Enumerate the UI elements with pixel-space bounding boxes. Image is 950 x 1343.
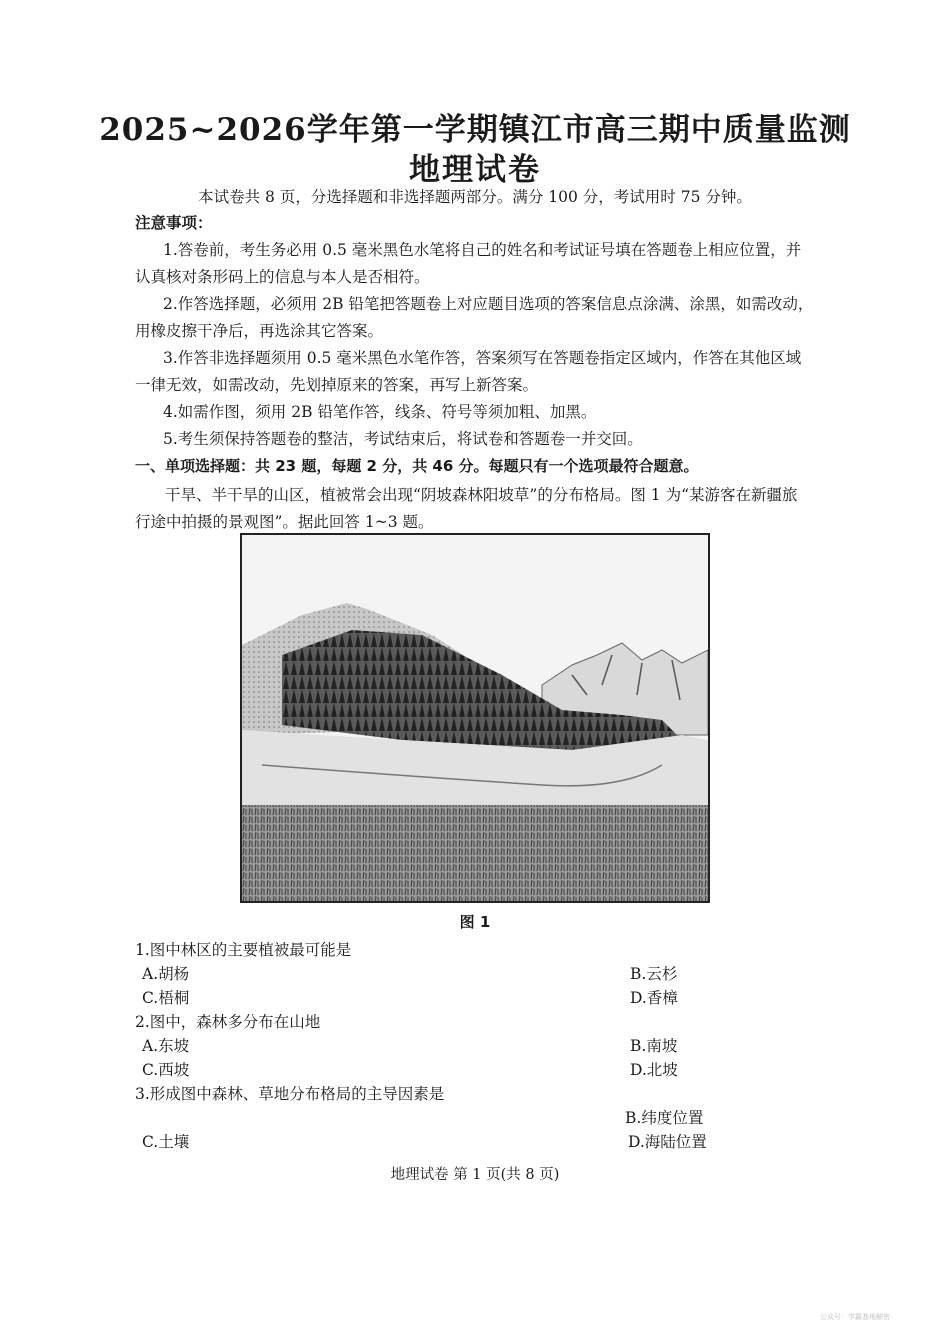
exam-subtitle: 地理试卷 [409, 152, 541, 188]
question-1-option-a: A.胡杨 [142, 965, 190, 983]
notice-line: 一律无效，如需改动，先划掉原来的答案，再写上新答案。 [135, 376, 539, 394]
notice-heading: 注意事项： [135, 214, 213, 232]
notice-line: 认真核对条形码上的信息与本人是否相符。 [135, 268, 430, 286]
figure-caption: 图 1 [459, 913, 491, 931]
question-2-option-d: D.北坡 [630, 1061, 678, 1079]
question-stem-text: 行途中拍摄的景观图”。据此回答 1~3 题。 [135, 513, 434, 531]
notice-line: 1.答卷前，考生务必用 0.5 毫米黑色水笔将自己的姓名和考试证号填在答题卷上相应位置，并 [163, 241, 802, 259]
section-heading: 一、单项选择题：共 23 题，每题 2 分，共 46 分。每题只有一个选项最符合题意。 [135, 457, 699, 475]
exam-intro: 本试卷共 8 页，分选择题和非选择题两部分。满分 100 分，考试用时 75 分钟。 [198, 188, 752, 206]
landscape-figure [240, 533, 710, 903]
question-3-stem: 3.形成图中森林、草地分布格局的主导因素是 [135, 1085, 445, 1103]
watermark: 公众号：学霸基地解密 [820, 1313, 890, 1321]
question-2-option-b: B.南坡 [630, 1037, 678, 1055]
question-3-option-b: B.纬度位置 [625, 1109, 704, 1127]
question-2-option-c: C.西坡 [142, 1061, 190, 1079]
question-1-option-c: C.梧桐 [142, 989, 190, 1007]
question-3-option-d: D.海陆位置 [628, 1133, 707, 1151]
notice-line: 5.考生须保持答题卷的整洁，考试结束后，将试卷和答题卷一并交回。 [163, 430, 643, 448]
notice-line: 用橡皮擦干净后，再选涂其它答案。 [135, 322, 384, 340]
question-1-option-b: B.云杉 [630, 965, 678, 983]
question-3-option-c: C.土壤 [142, 1133, 190, 1151]
notice-line: 3.作答非选择题须用 0.5 毫米黑色水笔作答，答案须写在答题卷指定区域内，作答在其他区域 [163, 349, 802, 367]
question-stem-text: 干旱、半干旱的山区，植被常会出现“阴坡森林阳坡草”的分布格局。图 1 为“某游客在新疆旅 [165, 486, 798, 504]
question-1-option-d: D.香樟 [630, 989, 678, 1007]
question-2-option-a: A.东坡 [142, 1037, 190, 1055]
notice-line: 4.如需作图，须用 2B 铅笔作答，线条、符号等须加粗、加黑。 [163, 403, 597, 421]
question-1-stem: 1.图中林区的主要植被最可能是 [135, 941, 352, 959]
page-footer: 地理试卷 第 1 页(共 8 页) [390, 1167, 560, 1183]
notice-line: 2.作答选择题，必须用 2B 铅笔把答题卷上对应题目选项的答案信息点涂满、涂黑，如需改动， [163, 295, 814, 313]
exam-title: 2025~2026学年第一学期镇江市高三期中质量监测 [99, 112, 851, 148]
question-2-stem: 2.图中，森林多分布在山地 [135, 1013, 321, 1031]
